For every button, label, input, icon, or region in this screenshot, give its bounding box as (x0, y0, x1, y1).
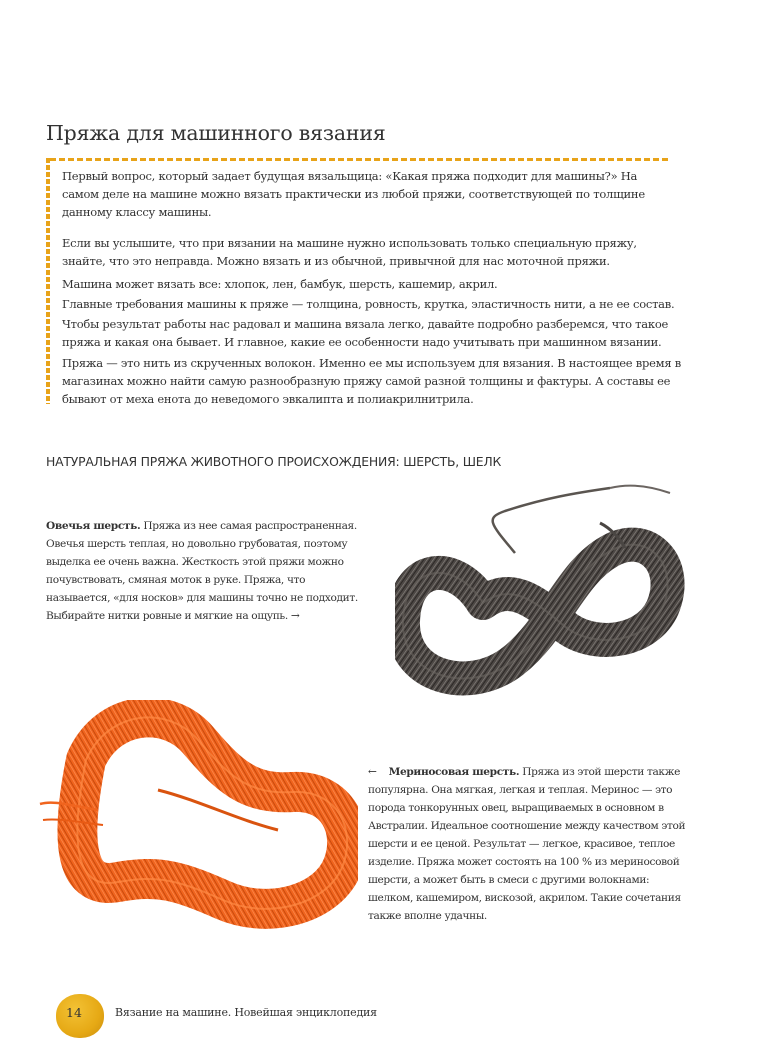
accent-bar-horizontal (50, 158, 670, 161)
page-title: Пряжа для машинного вязания (46, 121, 386, 145)
arrow-left-icon: ← (368, 766, 377, 778)
intro-paragraph-5: Чтобы результат работы нас радовал и машина вязала легко, давайте подробно разберемся, что такое пряжа и какая она бывает. И главное, какие ее особенности надо учитывать при машинном вязании. (62, 317, 669, 349)
merino-wool-text: Пряжа из этой шерсти также популярна. Она мягкая, легкая и теплая. Меринос — это порода тонкорунных овец, выращиваемых в основном в Австралии. Идеальное соотношение между качеством этой шерсти и ее ценой. Результат — легкое, красивое, теплое изделие. Пряжа может состоять на 100 % из мериносовой шерсти, а может быть в смеси с другими волокнами: шелком, кашемиром, вискозой, акрилом. Такие сочетания также вполне удачны. (368, 766, 686, 922)
page-number: 14 (66, 1005, 82, 1020)
intro-paragraph-3: Машина может вязать все: хлопок, лен, бамбук, шерсть, кашемир, акрил. (62, 277, 498, 291)
gray-wool-skein-image (395, 483, 685, 713)
section-heading: НАТУРАЛЬНАЯ ПРЯЖА ЖИВОТНОГО ПРОИСХОЖДЕНИЯ: ШЕРСТЬ, ШЕЛК (46, 454, 502, 469)
orange-merino-skein-image (38, 700, 358, 930)
intro-paragraph-4: Главные требования машины к пряже — толщина, ровность, крутка, эластичность нити, а не ее состав. (62, 297, 675, 311)
footer-book-title: Вязание на машине. Новейшая энциклопедия (115, 1006, 377, 1019)
sheep-wool-term: Овечья шерсть. (46, 520, 141, 532)
merino-wool-caption (368, 763, 690, 925)
intro-paragraph-1: Первый вопрос, который задает будущая вязальщица: «Какая пряжа подходит для машины?» На самом деле на машине можно вязать практически из любой пряжи, соответствующей по толщине данному классу машины. (62, 169, 645, 219)
intro-paragraph-6: Пряжа — это нить из скрученных волокон. Именно ее мы используем для вязания. В настоящее время в магазинах можно найти самую разнообразную пряжу самой разной толщины и фактуры. А составы ее бывают от меха енота до неведомого эвкалипта и полиакрилнитрила. (62, 356, 681, 406)
intro-block (46, 158, 681, 406)
arrow-right-icon: → (290, 610, 300, 622)
accent-bar-vertical (46, 158, 50, 404)
intro-paragraph-2: Если вы услышите, что при вязании на машине нужно использовать только специальную пряжу, знайте, что это неправда. Можно вязать и из обычной, привычной для нас моточной пряжи. (62, 236, 637, 268)
merino-wool-term: Мериносовая шерсть. (388, 766, 520, 778)
sheep-wool-text: Пряжа из нее самая распространенная. Овечья шерсть теплая, но довольно грубоватая, поэтому выделка ее очень важна. Жесткость этой пряжи можно почувствовать, смяная моток в руке. Пряжа, что называется, «для носков» для машины точно не подходит. Выбирайте нитки ровные и мягкие на ощупь. (46, 520, 358, 622)
sheep-wool-caption (46, 517, 362, 625)
